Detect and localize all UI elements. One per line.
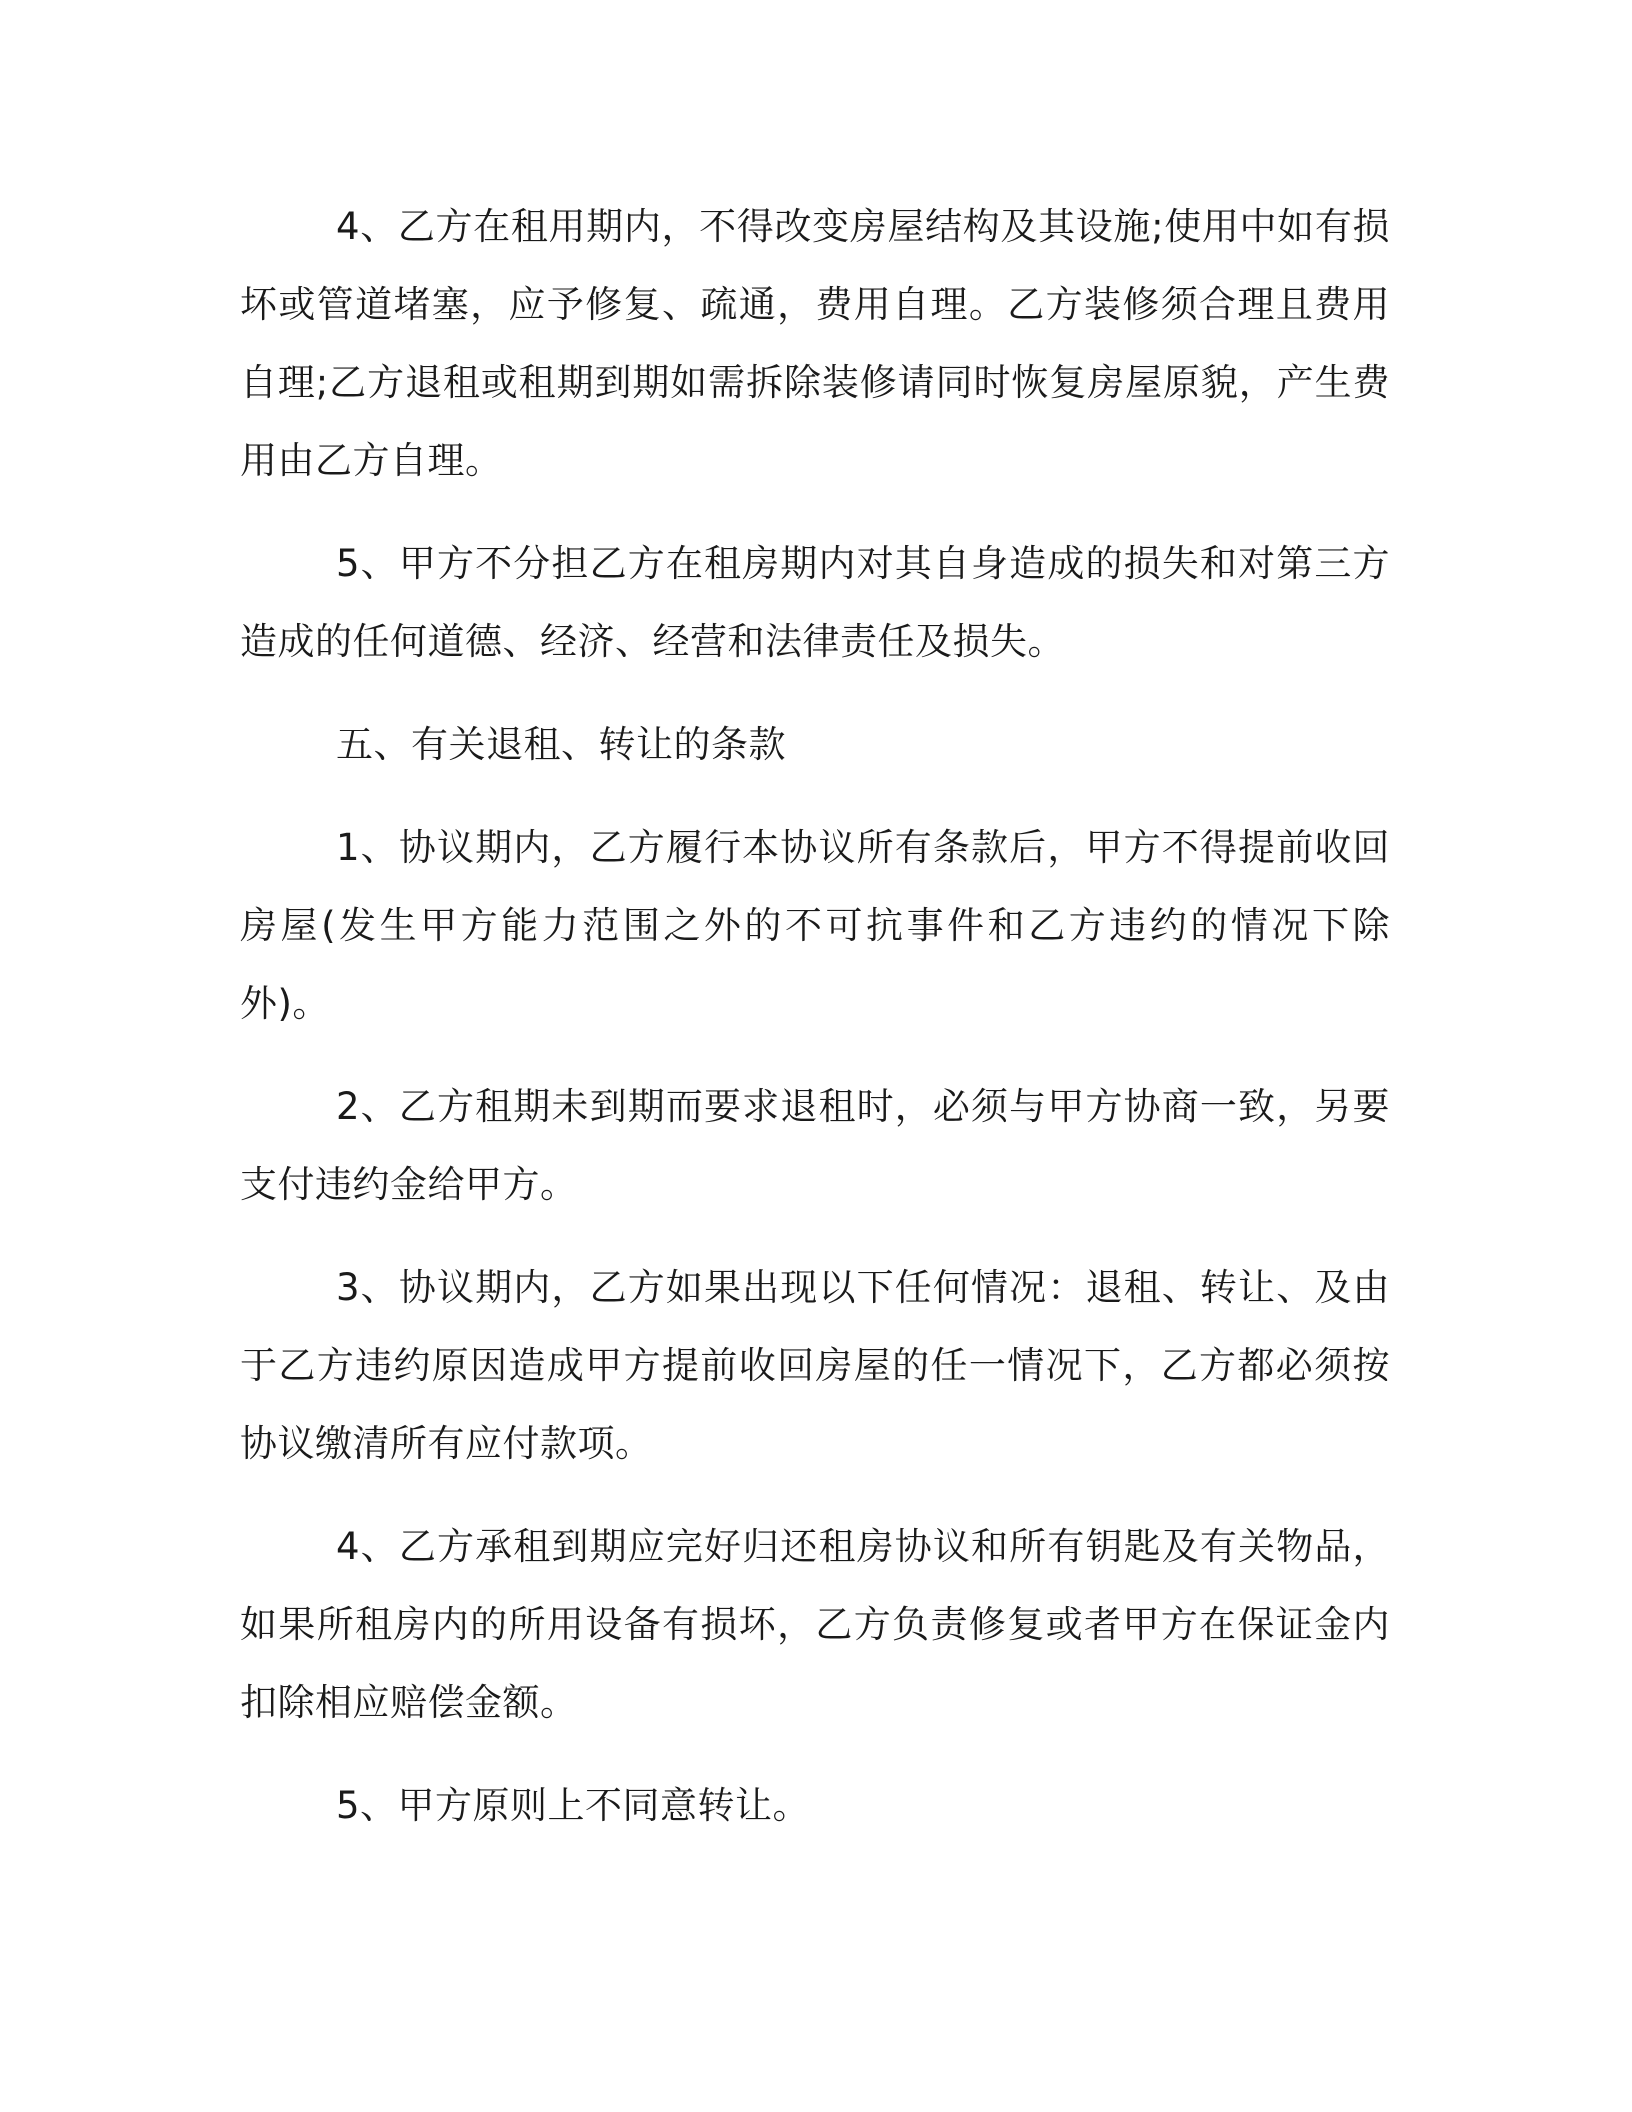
paragraph-clause-2-early-termination: 2、乙方租期未到期而要求退租时，必须与甲方协商一致，另要支付违约金给甲方。 [240, 1085, 1390, 1206]
section-heading-termination-transfer: 五、有关退租、转让的条款 [336, 723, 786, 766]
paragraph-clause-5-no-transfer: 5、甲方原则上不同意转让。 [336, 1784, 811, 1827]
document-body [240, 188, 1390, 1845]
paragraph-clause-4-return-keys: 4、乙方承租到期应完好归还租房协议和所有钥匙及有关物品，如果所租房内的所用设备有损坏，乙方负责修复或者甲方在保证金内扣除相应赔偿金额。 [240, 1525, 1390, 1724]
paragraph-clause-3-payment-settlement: 3、协议期内，乙方如果出现以下任何情况：退租、转让、及由于乙方违约原因造成甲方提前收回房屋的任一情况下，乙方都必须按协议缴清所有应付款项。 [240, 1266, 1390, 1465]
paragraph-clause-1-early-recovery: 1、协议期内，乙方履行本协议所有条款后，甲方不得提前收回房屋(发生甲方能力范围之外的不可抗事件和乙方违约的情况下除外)。 [240, 826, 1390, 1025]
paragraph-clause-5-liability: 5、甲方不分担乙方在租房期内对其自身造成的损失和对第三方造成的任何道德、经济、经营和法律责任及损失。 [240, 542, 1390, 663]
paragraph-clause-4-alterations: 4、乙方在租用期内，不得改变房屋结构及其设施;使用中如有损坏或管道堵塞，应予修复、疏通，费用自理。乙方装修须合理且费用自理;乙方退租或租期到期如需拆除装修请同时恢复房屋原貌，产生费用由乙方自理。 [240, 205, 1390, 482]
